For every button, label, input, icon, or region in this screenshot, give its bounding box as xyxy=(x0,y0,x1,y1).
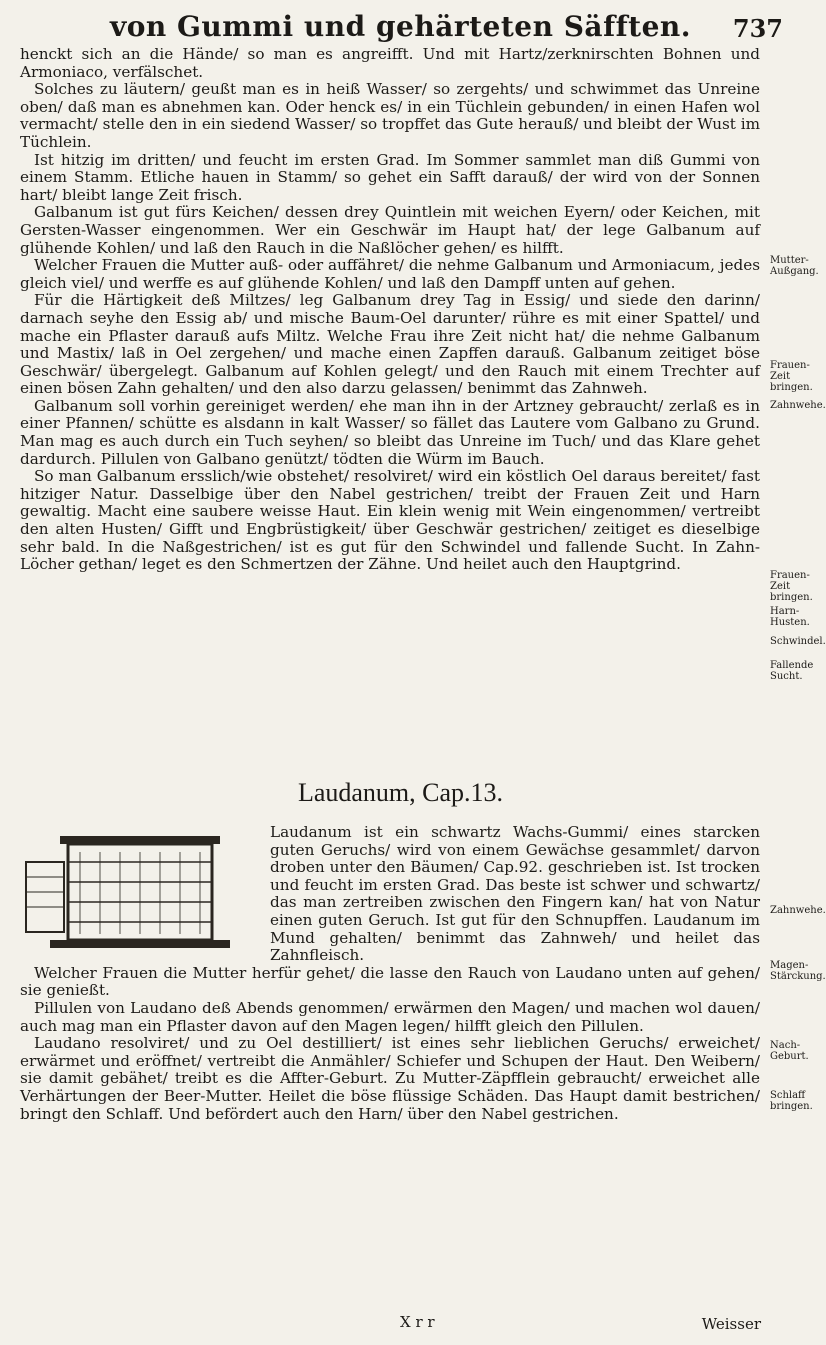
paragraph: Laudanum ist ein schwartz Wachs-Gummi/ eines starcken guten Geruchs/ wird von einem Gewächse gesammlet/ darvon droben unter den Bäumen/ Cap.92. geschrieben ist. Ist trocken und feucht im ersten Grad. Das beste ist schwer und schwartz/ das man zertreiben zwischen den Fingern kan/ hat von Natur einen guten Geruch. Ist gut für den Schnupffen. Laudanum im Mund gehalten/ benimmt das Zahnweh/ und heilet das Zahnfleisch. xyxy=(270,823,760,965)
margin-note: Harn-Husten. xyxy=(770,606,810,628)
margin-note: Zahnwehe. xyxy=(770,905,826,916)
paragraph: Galbanum soll vorhin gereiniget werden/ ehe man ihn in der Artzney gebraucht/ zerlaß es in einer Pfannen/ schütte es alsdann in kalt Wasser/ so fället das Lautere vom Galbano zu Grund. Man mag es auch durch ein Tuch seyhen/ so bleibt das Unreine im Tuch/ und das Klare gehet dardurch. Pillulen von Galbano genützt/ tödten die Würm im Bauch. xyxy=(20,396,760,468)
paragraph: Für die Härtigkeit deß Miltzes/ leg Galbanum drey Tag in Essig/ und siede den darinn/ darnach seyhe den Essig ab/ und mische Baum-Oel darunter/ rühre es mit einer Spattel/ und mache ein Pflaster darauß aufs Miltz. Welche Frau ihre Zeit nicht hat/ die nehme Galbanum und Mastix/ laß in Oel zergehen/ und mache einen Zapffen darauß. Galbanum zeitiget böse Geschwär/ übergelegt. Galbanum auf Kohlen gelegt/ und den Rauch mit einem Trechter auf einen bösen Zahn gehalten/ und den also darzu gelassen/ benimmt das Zahnweh. xyxy=(20,291,760,398)
body-text-bottom xyxy=(20,824,760,1123)
page-header xyxy=(0,6,801,42)
margin-note: Schwindel. xyxy=(770,636,826,647)
paragraph: Welcher Frauen die Mutter auß- oder auffähret/ die nehme Galbanum und Armoniacum, jedes gleich viel/ und werffe es auf glühende Kohlen/ und laß den Dampff unten auf gehen. xyxy=(20,256,760,292)
margin-note: Schlaff bringen. xyxy=(770,1090,813,1112)
page-number: 737 xyxy=(732,14,783,43)
margin-note: Mutter-Außgang. xyxy=(770,255,819,277)
paragraph: Solches zu läutern/ geußt man es in heiß Wasser/ so zergehts/ und schwimmet das Unreine oben/ daß man es abnehmen kan. Oder henck es/ in ein Tüchlein gebunden/ in einen Hafen wol vermacht/ stelle den in ein siedend Wasser/ so tropffet das Gute herauß/ und bleibt der Wust im Tüchlein. xyxy=(20,80,760,151)
paragraph: Pillulen von Laudano deß Abends genommen/ erwärmen den Magen/ und machen wol dauen/ auch mag man ein Pflaster davon auf den Magen legen/ hilfft gleich den Pillulen. xyxy=(20,998,760,1035)
paragraph: Welcher Frauen die Mutter herfür gehet/ die lasse den Rauch von Laudano unten auf gehen/ sie genießt. xyxy=(20,963,760,1000)
paragraph: Galbanum ist gut fürs Keichen/ dessen drey Quintlein mit weichen Eyern/ oder Keichen, mit Gersten-Wasser eingenommen. Wer ein Geschwär im Haupt hat/ der lege Galbanum auf glühende Kohlen/ und laß den Rauch in die Naßlöcher gehen/ es hilfft. xyxy=(20,203,760,257)
signature-mark: X r r xyxy=(400,1313,435,1331)
margin-note: Magen-Stärckung. xyxy=(770,960,826,982)
margin-note: Nach-Geburt. xyxy=(770,1040,809,1062)
margin-note: Zahnwehe. xyxy=(770,400,826,411)
paragraph: Ist hitzig im dritten/ und feucht im ersten Grad. Im Sommer sammlet man diß Gummi von einem Stamm. Etliche hauen in Stamm/ so gehet ein Safft darauß/ der wird von der Sonnen hart/ bleibt lange Zeit frisch. xyxy=(20,150,760,204)
paragraph: henckt sich an die Hände/ so man es angreifft. Und mit Hartz/zerknirschten Bohnen und Armoniaco, verfälschet. xyxy=(20,45,760,81)
section-heading: Laudanum, Cap.13. xyxy=(297,778,504,807)
margin-note: Fallende Sucht. xyxy=(770,660,814,682)
running-title: von Gummi und gehärteten Säfften. xyxy=(109,10,692,43)
margin-note: Frauen-Zeit bringen. xyxy=(770,570,813,603)
margin-note: Frauen-Zeit bringen. xyxy=(770,360,813,393)
paragraph: Laudano resolviret/ und zu Oel destilliert/ ist eines sehr lieblichen Geruchs/ erweichet/ erwärmet und eröffnet/ vertreibt die Anmähler/ Schiefer und Schupen der Haut. Den Weibern/ sie damit gebähet/ treibt es die Affter-Geburt. Zu Mutter-Zäpfflein gebraucht/ erweichet alle Verhärtungen der Beer-Mutter. Heilet die böse flüssige Schäden. Das Haupt damit bestrichen/ bringt den Schlaff. Und befördert auch den Harn/ über den Nabel gestrichen. xyxy=(20,1034,760,1123)
catchword: Weisser xyxy=(701,1315,761,1333)
body-text-top xyxy=(20,46,760,574)
paragraph: So man Galbanum ersslich/wie obstehet/ resolviret/ wird ein köstlich Oel daraus bereitet/ fast hitziger Natur. Dasselbige über den Nabel gestrichen/ treibt der Frauen Zeit und Harn gewaltig. Macht eine saubere weisse Haut. Ein klein wenig mit Wein eingenommen/ vertreibt den alten Husten/ Gifft und Engbrüstigkeit/ über Geschwär gestrichen/ zeitiget es dieselbige sehr bald. In die Naßgestrichen/ ist es gut für den Schwindel und fallende Sucht. In Zahn-Löcher gethan/ leget es den Schmertzen der Zähne. Und heilet auch den Hauptgrind. xyxy=(20,467,760,574)
